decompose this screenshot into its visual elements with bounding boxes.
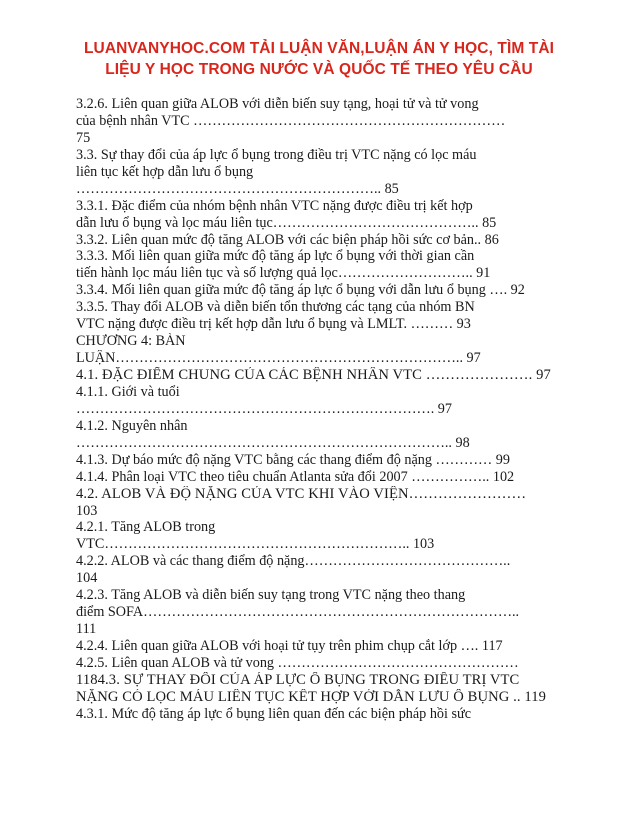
site-banner xyxy=(0,38,638,80)
toc-line: 111 xyxy=(76,621,97,638)
toc-line: 4.2.1. Tăng ALOB trong xyxy=(76,519,216,536)
toc-line: 104 xyxy=(76,570,98,587)
section-heading: 4.2. ALOB VÀ ĐỘ NẶNG CỦA VTC KHI VÀO VIỆN…………………… xyxy=(76,485,527,502)
toc-line: 4.1.3. Dự báo mức độ nặng VTC bằng các thang điểm độ nặng ………… 99 xyxy=(76,451,510,468)
toc-line: 4.3.1. Mức độ tăng áp lực ổ bụng liên quan đến các biện pháp hồi sức xyxy=(76,705,471,722)
toc-line: 75 xyxy=(76,129,91,146)
toc-line: 3.3.2. Liên quan mức độ tăng ALOB với các biện pháp hồi sức cơ bản.. 86 xyxy=(76,231,499,248)
toc-line: 3.3.1. Đặc điểm của nhóm bệnh nhân VTC nặng được điều trị kết hợp xyxy=(76,197,473,214)
toc-line: 4.2.4. Liên quan giữa ALOB với hoại tử tụy trên phim chụp cắt lớp …. 117 xyxy=(76,638,503,654)
toc-line: 3.2.6. Liên quan giữa ALOB với diễn biến suy tạng, hoại tử và tử vong xyxy=(76,96,479,112)
toc-line: …………………………………………………………………. 97 xyxy=(76,400,452,417)
toc-line: của bệnh nhân VTC ………………………………………………………… xyxy=(76,112,506,129)
toc-line: điểm SOFA…………………………………………………………………….. xyxy=(76,604,520,621)
toc-line: 4.2.3. Tăng ALOB và diễn biến suy tạng trong VTC nặng theo thang xyxy=(76,587,466,604)
toc-line: LUẬN……………………………………………………………….. 97 xyxy=(76,350,481,367)
toc-line: 103 xyxy=(76,502,98,519)
toc-line: ……………………………………………………….. 85 xyxy=(76,180,399,197)
toc-line: VTC nặng được điều trị kết hợp dẫn lưu ổ bụng và LMLT. ……… 93 xyxy=(76,316,471,333)
toc-line: 4.1.4. Phân loại VTC theo tiêu chuẩn Atlanta sửa đổi 2007 …………….. 102 xyxy=(76,468,515,485)
toc-line: dẫn lưu ổ bụng và lọc máu liên tục…………………………………….. 85 xyxy=(76,214,497,231)
toc-line: 4.2.5. Liên quan ALOB và tử vong …………………………………………… xyxy=(76,654,519,671)
banner-line-2: LIỆU Y HỌC TRONG NƯỚC VÀ QUỐC TẾ THEO YÊU CẦU xyxy=(105,61,533,78)
toc-line: 4.1.2. Nguyên nhân xyxy=(76,417,188,434)
section-heading: NẶNG CÓ LỌC MÁU LIÊN TỤC KẾT HỢP VỚI DẪN LƯU Ổ BỤNG .. 119 xyxy=(76,688,547,705)
toc-line: VTC……………………………………………………….. 103 xyxy=(76,536,435,553)
toc-line: tiến hành lọc máu liên tục và số lượng quả lọc……………………….. 91 xyxy=(76,265,491,282)
table-of-contents xyxy=(76,96,576,723)
banner-line-1: LUANVANYHOC.COM TẢI LUẬN VĂN,LUẬN ÁN Y HỌC, TÌM TÀI xyxy=(83,40,555,57)
toc-line: 3.3.5. Thay đổi ALOB và diễn biến tổn thương các tạng của nhóm BN xyxy=(76,299,475,316)
toc-line: 4.2.2. ALOB và các thang điểm độ nặng…………………………………….. xyxy=(76,553,511,570)
toc-line: liên tục kết hợp dẫn lưu ổ bụng xyxy=(76,163,254,180)
section-heading: 1184.3. SỰ THAY ĐỔI CỦA ÁP LỰC Ổ BỤNG TRONG ĐIỀU TRỊ VTC xyxy=(76,671,520,688)
toc-line: …………………………………………………………………….. 98 xyxy=(76,434,470,451)
toc-line: 4.1.1. Giới và tuổi xyxy=(76,383,180,400)
toc-line: 3.3.4. Mối liên quan giữa mức độ tăng áp lực ổ bụng với dẫn lưu ổ bụng …. 92 xyxy=(76,282,525,299)
toc-line: 3.3.3. Mối liên quan giữa mức độ tăng áp lực ổ bụng với thời gian cần xyxy=(76,248,475,265)
section-heading: 4.1. ĐẶC ĐIỂM CHUNG CỦA CÁC BỆNH NHÂN VTC …………………. 97 xyxy=(76,367,551,383)
chapter-heading: CHƯƠNG 4: BÀN xyxy=(76,333,186,350)
toc-line: 3.3. Sự thay đổi của áp lực ổ bụng trong điều trị VTC nặng có lọc máu xyxy=(76,146,477,163)
